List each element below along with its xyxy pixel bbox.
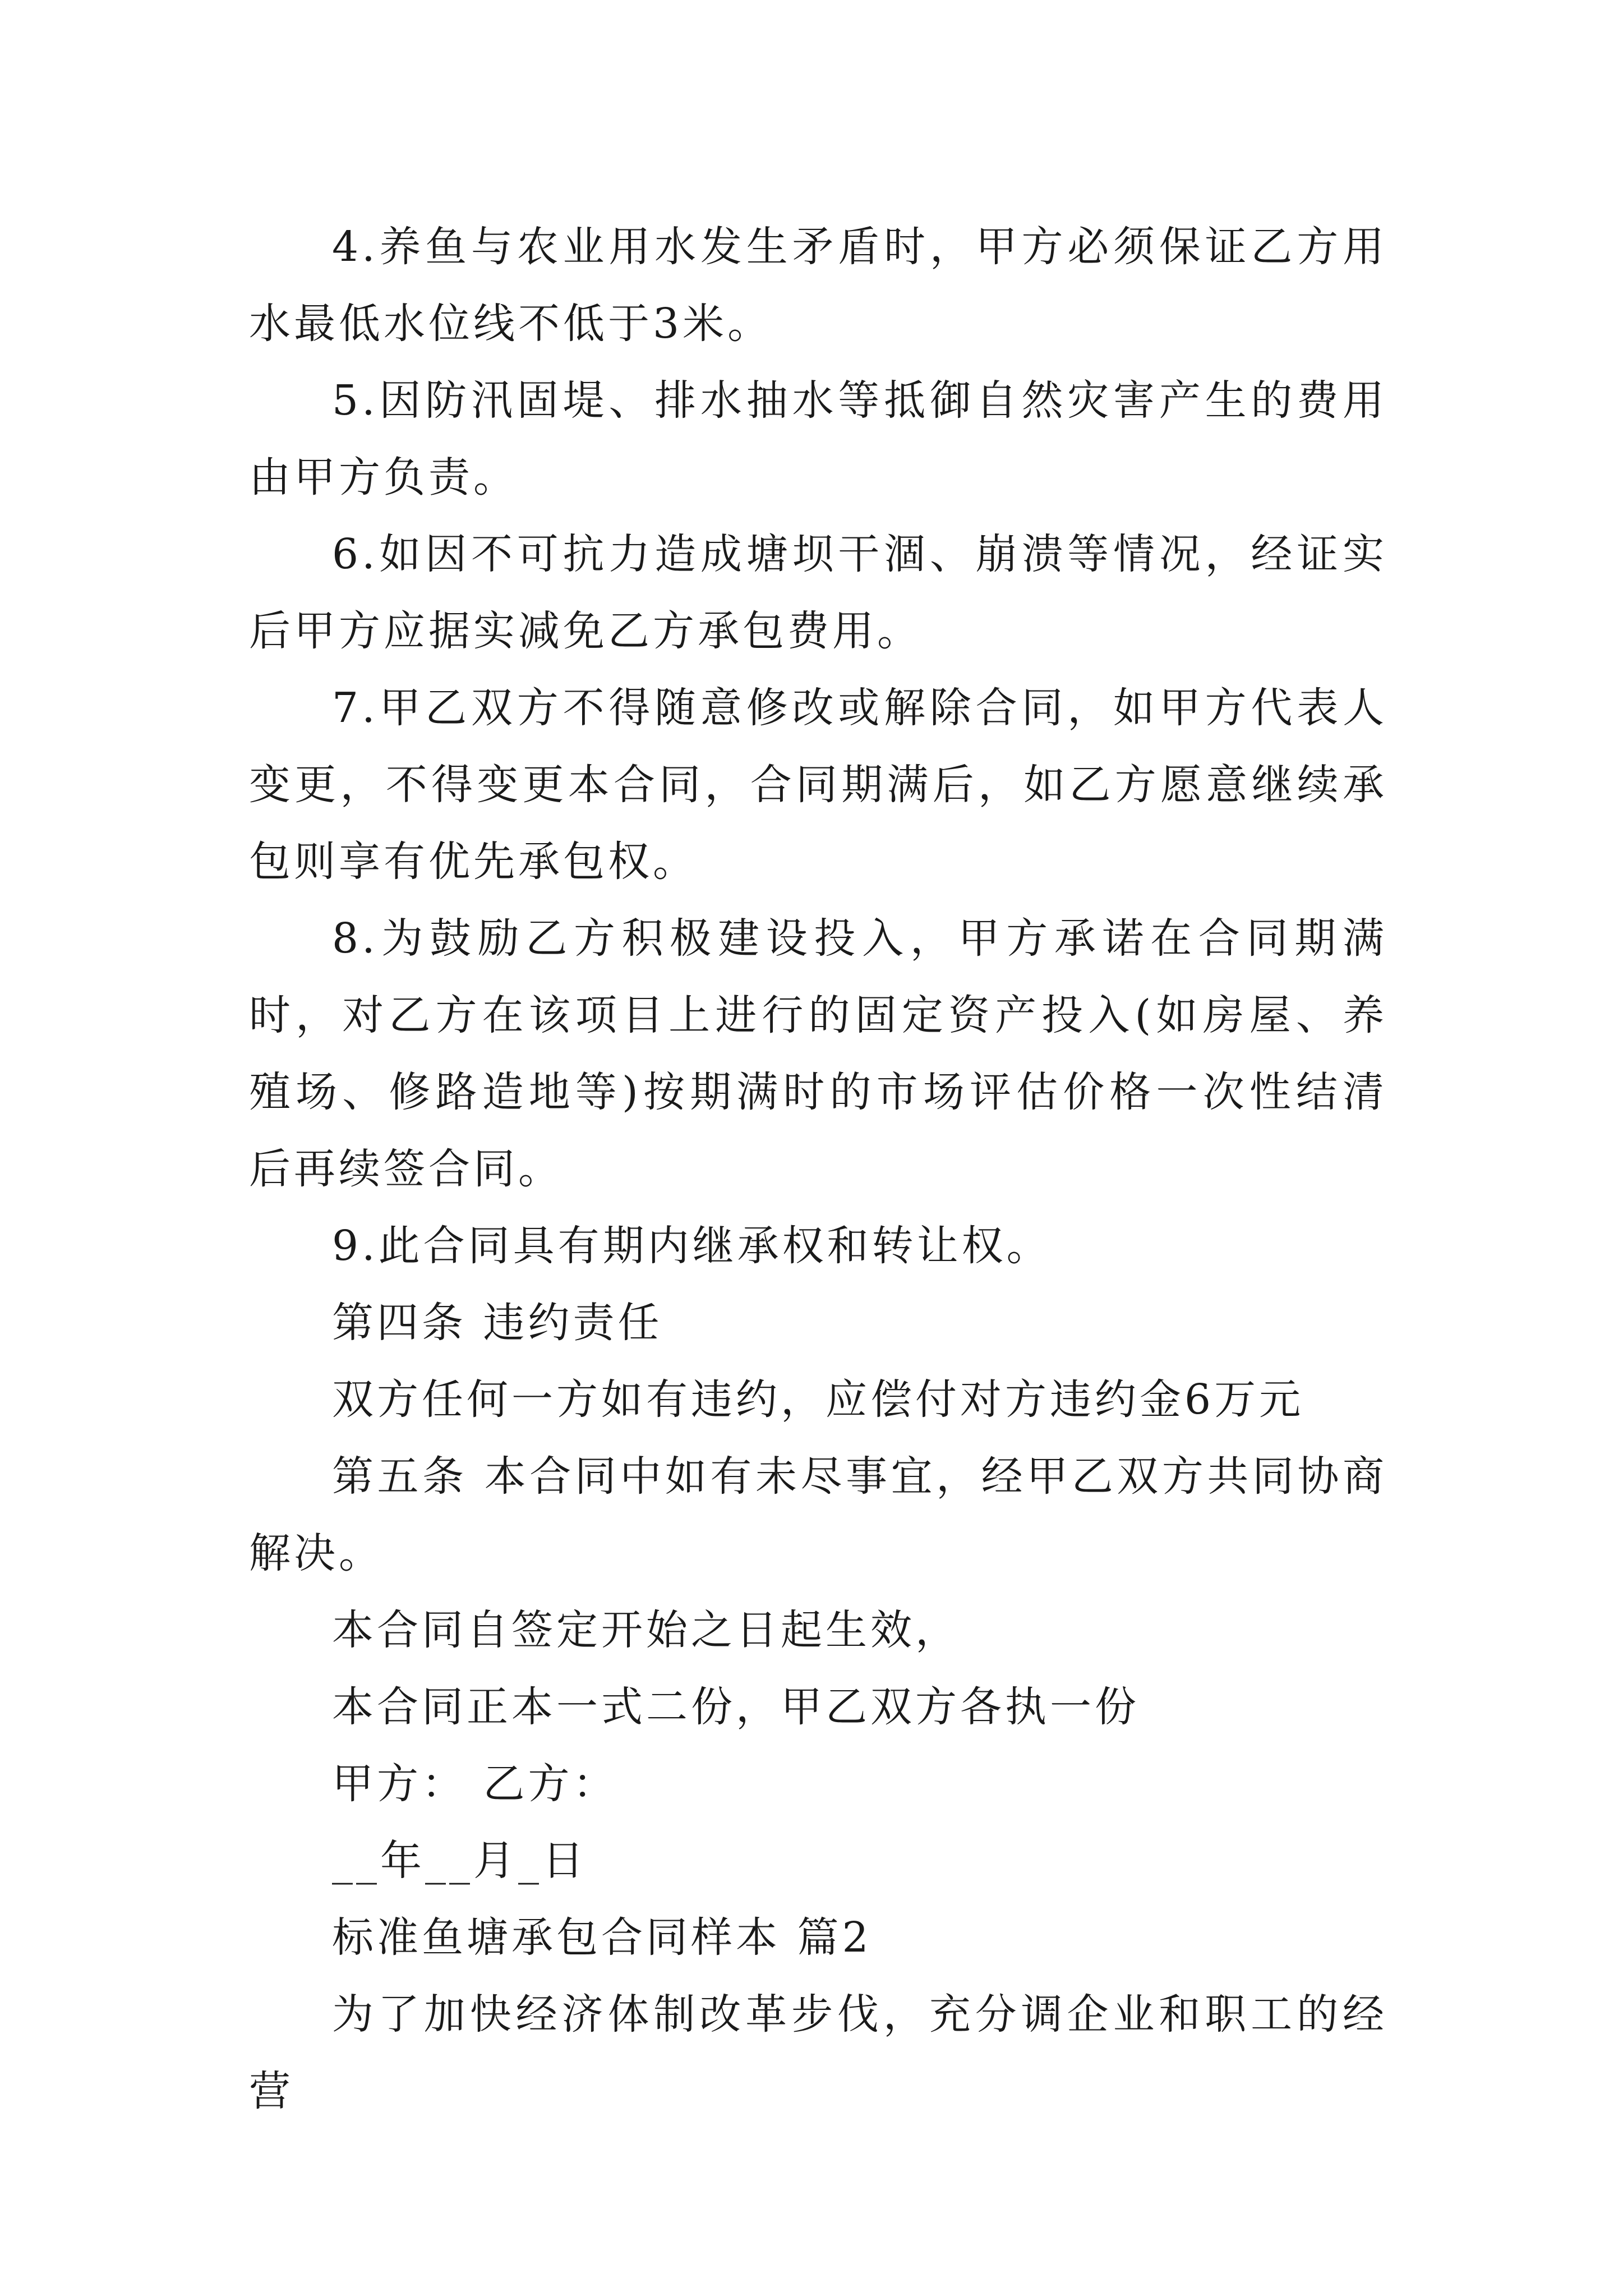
article-4-heading: 第四条 违约责任 bbox=[332, 1299, 663, 1347]
clause-7: 7.甲乙双方不得随意修改或解除合同，如甲方代表人变更，不得变更本合同，合同期满后，如乙方愿意继续承包则享有优先承包权。 bbox=[249, 684, 1387, 886]
signature-parties: 甲方： 乙方： bbox=[332, 1760, 618, 1808]
article-5-text: 第五条 本合同中如有未尽事宜，经甲乙双方共同协商解决。 bbox=[249, 1452, 1387, 1577]
clause-9: 9.此合同具有期内继承权和转让权。 bbox=[332, 1222, 1052, 1270]
section-title: 标准鱼塘承包合同样本 篇2 bbox=[332, 1913, 872, 1962]
clause-8: 8.为鼓励乙方积极建设投入，甲方承诺在合同期满时，对乙方在该项目上进行的固定资产投入(如房屋、养殖场、修路造地等)按期满时的市场评估价格一次性结清后再续签合同。 bbox=[249, 914, 1387, 1193]
effective-date-text: 本合同自签定开始之日起生效， bbox=[332, 1606, 960, 1654]
signature-date: __年__月_日 bbox=[332, 1837, 587, 1885]
intro-text: 为了加快经济体制改革步伐，充分调企业和职工的经营 bbox=[249, 1990, 1387, 2115]
breach-liability-text: 双方任何一方如有违约，应偿付对方违约金6万元 bbox=[332, 1375, 1304, 1424]
clause-4: 4.养鱼与农业用水发生矛盾时，甲方必须保证乙方用水最低水位线不低于3米。 bbox=[249, 223, 1387, 348]
clause-5: 5.因防汛固堤、排水抽水等抵御自然灾害产生的费用由甲方负责。 bbox=[249, 376, 1387, 501]
document-body bbox=[249, 209, 1387, 2130]
clause-6: 6.如因不可抗力造成塘坝干涸、崩溃等情况，经证实后甲方应据实减免乙方承包费用。 bbox=[249, 530, 1387, 655]
copies-text: 本合同正本一式二份，甲乙双方各执一份 bbox=[332, 1683, 1140, 1731]
